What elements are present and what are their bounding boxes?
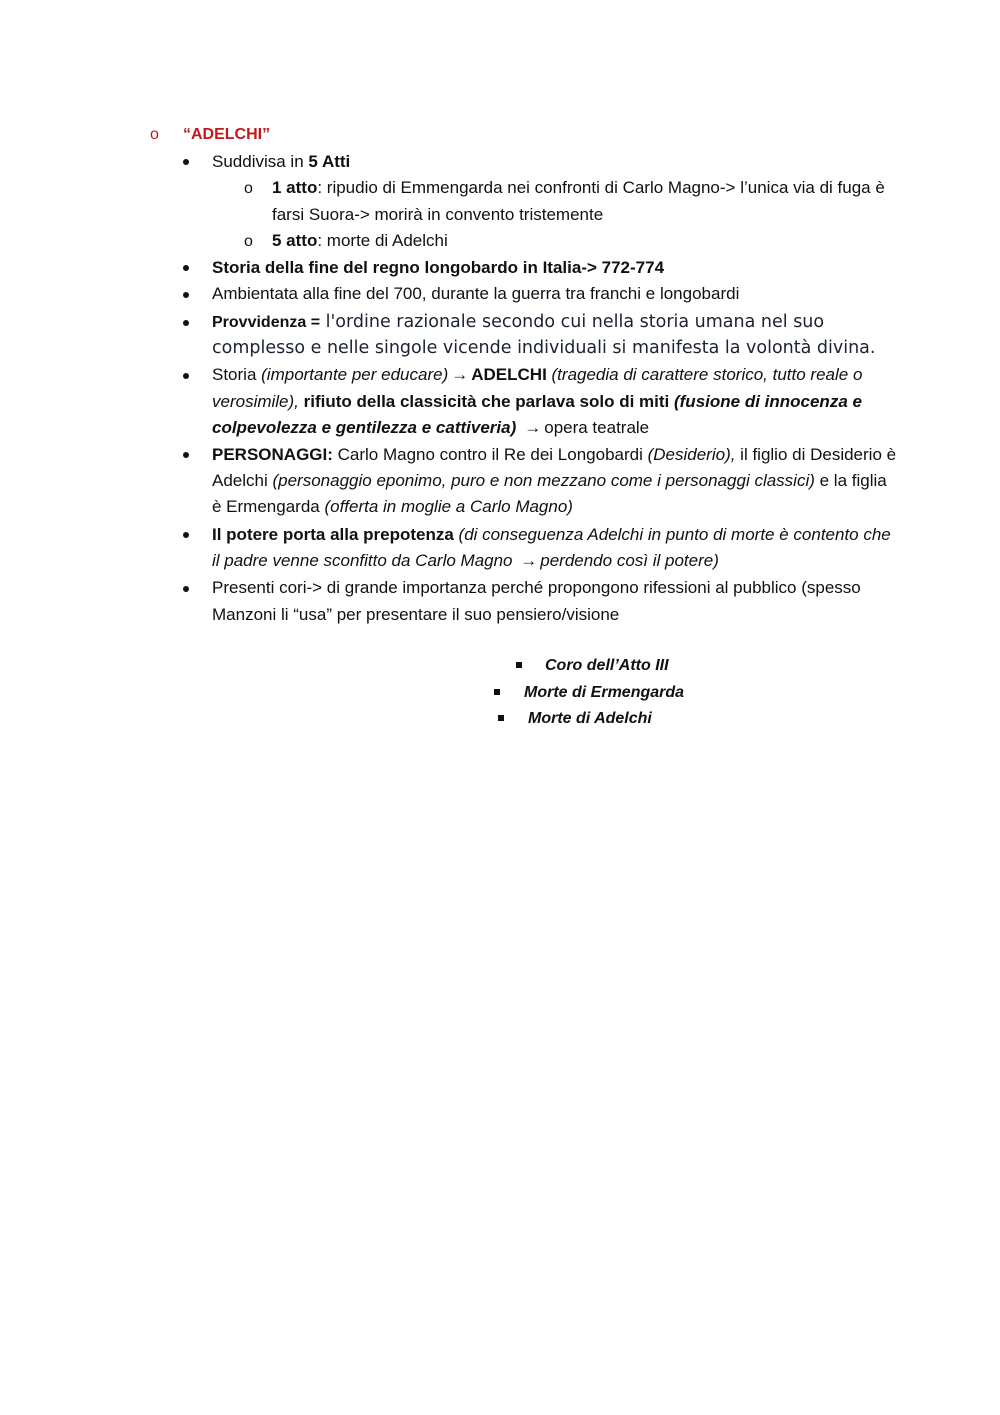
disc-bullet-icon bbox=[183, 292, 189, 298]
square-bullet-icon bbox=[498, 715, 504, 721]
list-item-cori-cont: Manzoni li “usa” per presentare il suo pensiero/visione bbox=[212, 605, 620, 624]
circle-bullet-icon: o bbox=[244, 233, 253, 250]
square-bullet-icon bbox=[516, 662, 522, 668]
list-item-personaggi: PERSONAGGI: Carlo Magno contro il Re dei Longobardi (Desiderio), il figlio di Desiderio è bbox=[212, 445, 897, 464]
cori-list-item: Morte di Adelchi bbox=[528, 710, 652, 727]
list-item-cori: Presenti cori-> di grande importanza perché propongono rifessioni al pubblico (spesso bbox=[212, 578, 861, 597]
list-item-personaggi-cont1: Adelchi (personaggio eponimo, puro e non mezzano come i personaggi classici) e la figlia bbox=[212, 471, 887, 490]
list-item-storia: Storia (importante per educare) → ADELCHI (tragedia di carattere storico, tutto reale o bbox=[212, 362, 862, 388]
list-item-personaggi-cont2: è Ermengarda (offerta in moglie a Carlo Magno) bbox=[212, 497, 573, 516]
circle-bullet-icon: o bbox=[150, 126, 159, 143]
square-bullet-icon bbox=[494, 689, 500, 695]
disc-bullet-icon bbox=[183, 373, 189, 379]
list-item-ambientata: Ambientata alla fine del 700, durante la guerra tra franchi e longobardi bbox=[212, 284, 740, 303]
disc-bullet-icon bbox=[183, 586, 189, 592]
sub-item-atto-1: 1 atto: ripudio di Emmengarda nei confronti di Carlo Magno-> l’unica via di fuga è bbox=[272, 178, 885, 197]
list-item-potere: Il potere porta alla prepotenza (di conseguenza Adelchi in punto di morte è contento che bbox=[212, 525, 891, 544]
sub-item-atto-1-cont: farsi Suora-> morirà in convento tristemente bbox=[272, 205, 604, 224]
list-item-potere-cont: il padre venne sconfitto da Carlo Magno → perdendo così il potere) bbox=[212, 548, 719, 574]
list-item-storia-fine: Storia della fine del regno longobardo in Italia-> 772-774 bbox=[212, 258, 665, 277]
list-item-atti: Suddivisa in 5 Atti bbox=[212, 152, 351, 171]
arrow-right-icon: → bbox=[451, 365, 469, 384]
disc-bullet-icon bbox=[183, 159, 189, 165]
list-item-provvidenza: Provvidenza = l'ordine razionale secondo cui nella storia umana nel suo bbox=[212, 312, 825, 332]
disc-bullet-icon bbox=[183, 320, 189, 326]
sub-item-atto-5: 5 atto: morte di Adelchi bbox=[272, 231, 448, 250]
cori-list-item: Coro dell’Atto III bbox=[545, 657, 669, 674]
list-item-provvidenza-cont: complesso e nelle singole vicende individuali si manifesta la volontà divina. bbox=[212, 338, 876, 358]
section-title: “ADELCHI” bbox=[183, 126, 271, 143]
disc-bullet-icon bbox=[183, 532, 189, 538]
circle-bullet-icon: o bbox=[244, 180, 253, 197]
disc-bullet-icon bbox=[183, 452, 189, 458]
list-item-storia-cont2: colpevolezza e gentilezza e cattiveria) → opera teatrale bbox=[212, 415, 649, 441]
arrow-right-icon: → bbox=[524, 418, 542, 437]
list-item-storia-cont1: verosimile), rifiuto della classicità che parlava solo di miti (fusione di innocenza e bbox=[212, 392, 862, 411]
disc-bullet-icon bbox=[183, 265, 189, 271]
cori-list-item: Morte di Ermengarda bbox=[524, 684, 685, 701]
arrow-right-icon: → bbox=[520, 551, 538, 570]
